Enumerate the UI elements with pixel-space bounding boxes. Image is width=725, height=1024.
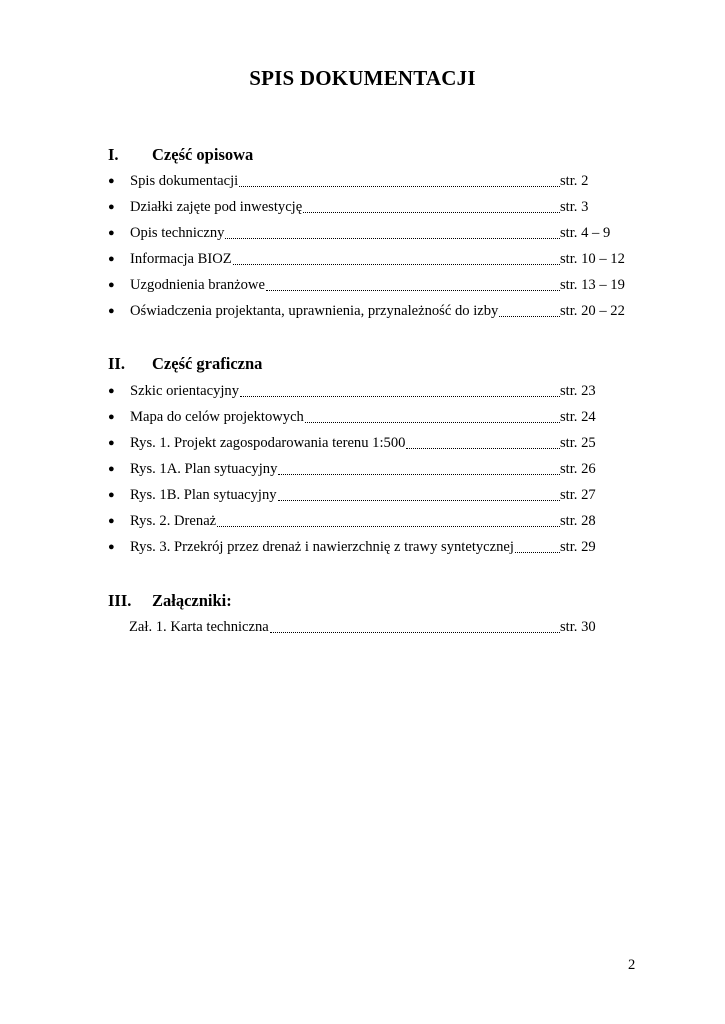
bullet-icon: ● — [108, 253, 115, 265]
item-label: Informacja BIOZ — [130, 251, 232, 267]
list-item — [108, 537, 628, 557]
item-label: Rys. 2. Drenaż — [130, 513, 217, 529]
item-label: Mapa do celów projektowych — [130, 409, 304, 425]
item-label: Uzgodnienia branżowe — [130, 277, 265, 293]
list-item — [108, 433, 628, 453]
bullet-icon: ● — [108, 437, 115, 449]
leader-dots — [266, 290, 560, 291]
bullet-icon: ● — [108, 411, 115, 423]
item-label: Opis techniczny — [130, 225, 225, 241]
leader-dots — [305, 422, 560, 423]
item-page: str. 27 — [560, 487, 596, 503]
item-page: str. 24 — [560, 409, 596, 425]
item-page: str. 20 – 22 — [560, 303, 625, 319]
leader-dots — [225, 238, 560, 239]
list-item — [108, 617, 628, 637]
section-title: Część opisowa — [152, 145, 254, 164]
leader-dots — [270, 632, 560, 633]
leader-dots — [406, 448, 560, 449]
leader-dots — [303, 212, 560, 213]
bullet-icon: ● — [108, 515, 115, 527]
bullet-icon: ● — [108, 279, 115, 291]
list-item — [108, 197, 628, 217]
item-page: str. 13 – 19 — [560, 277, 625, 293]
item-page: str. 10 – 12 — [560, 251, 625, 267]
item-label: Rys. 3. Przekrój przez drenaż i nawierzchnię z trawy syntetycznej — [130, 539, 514, 555]
list-item — [108, 485, 628, 505]
item-page: str. 29 — [560, 539, 596, 555]
item-label: Rys. 1. Projekt zagospodarowania terenu 1:500 — [130, 435, 406, 451]
item-label: Rys. 1B. Plan sytuacyjny — [130, 487, 277, 503]
list-item — [108, 249, 628, 269]
bullet-icon: ● — [108, 385, 115, 397]
section-heading-1 — [108, 145, 253, 165]
bullet-icon: ● — [108, 201, 115, 213]
leader-dots — [239, 186, 560, 187]
list-item — [108, 275, 628, 295]
item-page: str. 26 — [560, 461, 596, 477]
list-item — [108, 301, 628, 321]
item-page: str. 25 — [560, 435, 596, 451]
leader-dots — [240, 396, 560, 397]
leader-dots — [499, 316, 560, 317]
section-number: II. — [108, 354, 125, 373]
section-heading-3 — [108, 591, 232, 611]
bullet-icon: ● — [108, 175, 115, 187]
list-item — [108, 407, 628, 427]
item-page: str. 23 — [560, 383, 596, 399]
item-label: Szkic orientacyjny — [130, 383, 240, 399]
leader-dots — [233, 264, 560, 265]
leader-dots — [278, 500, 560, 501]
item-page: str. 4 – 9 — [560, 225, 611, 241]
section-number: III. — [108, 591, 132, 610]
item-page: str. 30 — [560, 619, 596, 635]
bullet-icon: ● — [108, 541, 115, 553]
list-item — [108, 223, 628, 243]
list-item — [108, 511, 628, 531]
bullet-icon: ● — [108, 489, 115, 501]
list-item — [108, 171, 628, 191]
bullet-icon: ● — [108, 227, 115, 239]
leader-dots — [217, 526, 560, 527]
item-page: str. 3 — [560, 199, 589, 215]
section-title: Załączniki: — [152, 591, 232, 610]
list-item — [108, 381, 628, 401]
item-label: Rys. 1A. Plan sytuacyjny — [130, 461, 278, 477]
item-page: str. 2 — [560, 173, 589, 189]
item-label: Oświadczenia projektanta, uprawnienia, przynależność do izby — [130, 303, 499, 319]
page-number: 2 — [628, 957, 636, 973]
section-number: I. — [108, 145, 119, 164]
list-item — [108, 459, 628, 479]
item-label: Działki zajęte pod inwestycję — [130, 199, 303, 215]
bullet-icon: ● — [108, 305, 115, 317]
leader-dots — [515, 552, 560, 553]
item-label: Zał. 1. Karta techniczna — [129, 619, 269, 635]
item-page: str. 28 — [560, 513, 596, 529]
item-label: Spis dokumentacji — [130, 173, 239, 189]
section-title: Część graficzna — [152, 354, 263, 373]
page-title: SPIS DOKUMENTACJI — [249, 66, 476, 90]
leader-dots — [278, 474, 560, 475]
bullet-icon: ● — [108, 463, 115, 475]
section-heading-2 — [108, 354, 262, 374]
